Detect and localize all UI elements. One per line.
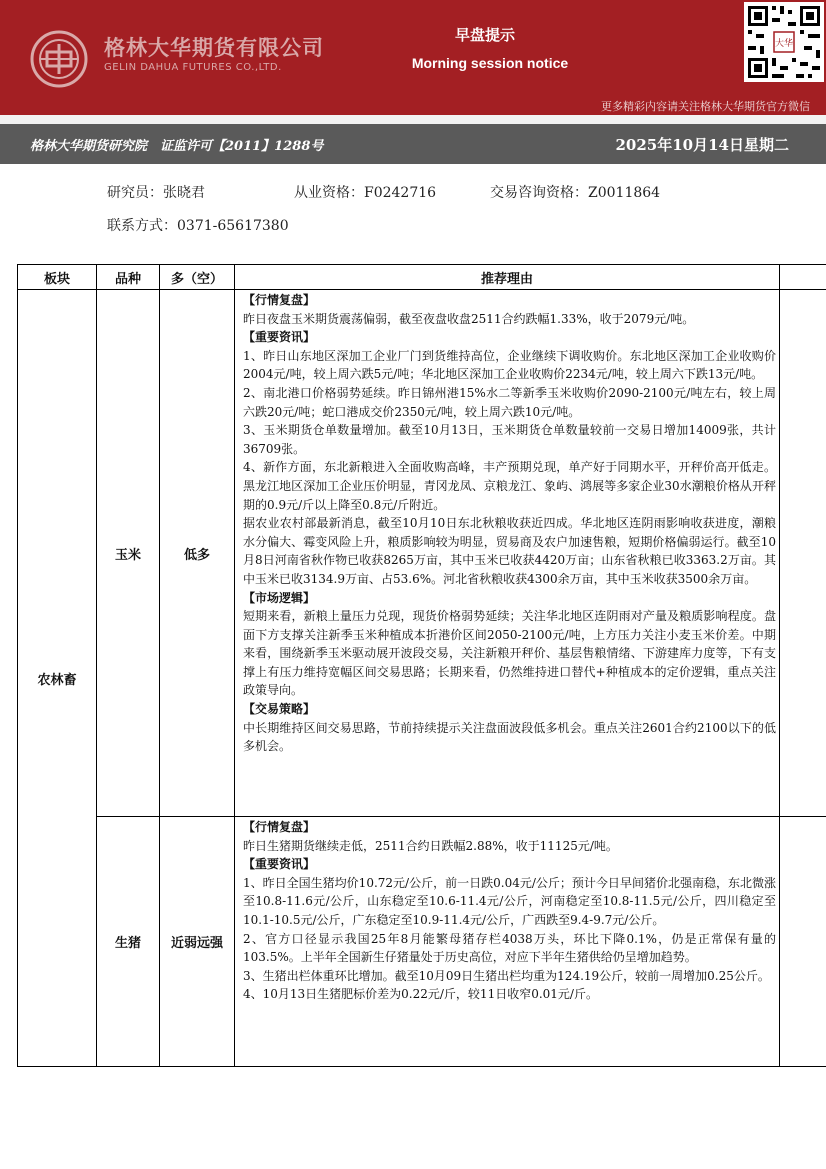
wechat-note: 更多精彩内容请关注格林大华期货官方微信 [601, 100, 810, 113]
reason-paragraph: 短期来看，新粮上量压力兑现，现货价格弱势延续；关注华北地区连阴雨对产量及粮质影响程度。盘面下方支撑关注新季玉米种植成本折港价区间2050-2100元/吨，上方压力关注小麦玉米价差。中期来看，围绕新季玉米驱动展开波段交易，关注新粮开秤价、基层售粮情绪、下游建库力度等，下有支撑上有压力维持宽幅区间交易思路；长期来看，仍然维持进口替代+种植成本的定价逻辑，重点关注政策导向。 [243, 609, 776, 698]
company-name-en: GELIN DAHUA FUTURES CO.,LTD. [104, 62, 282, 73]
researcher-info-row [107, 182, 660, 202]
reason-paragraph: 昨日夜盘玉米期货震荡偏弱，截至夜盘收盘2511合约跌幅1.33%，收于2079元/吨。 [243, 311, 695, 326]
qr-center-text: 大华 [774, 39, 794, 49]
reason-paragraph: 据农业农村部最新消息，截至10月10日东北秋粮收获近四成。华北地区连阴雨影响收获进度，潮粮水分偏大、霉变风险上升，粮质影响较为明显，贸易商及农户加速售粮，短期价格偏弱运行。截至10月8日河南省秋作物已收获8265万亩，其中玉米已收获4420万亩；山东省秋粮已收3363.2万亩。其中玉米已收3134.9万亩、占53.6%。河北省秋粮收获4300余万亩，其中玉米收获3500余万亩。 [243, 516, 776, 586]
section-heading: 【行情复盘】 [243, 293, 316, 307]
sector-cell: 农林畜 [18, 290, 97, 1067]
researcher-label: 研究员： [107, 185, 163, 201]
reason-paragraph: 2、官方口径显示我国25年8月能繁母猪存栏4038万头，环比下降0.1%，仍是正常保有量的103.5%。上半年全国新生仔猪量处于历史高位，对应下半年生猪供给仍呈增加趋势。 [243, 931, 776, 965]
section-heading: 【重要资讯】 [243, 330, 316, 345]
reason-cell [235, 817, 780, 1067]
wechat-qr-code-icon [744, 2, 824, 82]
institute-band [0, 124, 826, 164]
header-empty [780, 265, 826, 290]
table-row [18, 290, 826, 817]
direction-cell: 低多 [160, 290, 235, 817]
report-title: 早盘提示 [454, 26, 515, 44]
section-heading: 【交易策略】 [243, 702, 316, 717]
reason-paragraph: 1、昨日全国生猪均价10.72元/公斤，前一日跌0.04元/公斤；预计今日早间猪价北强南稳，东北微涨至10.8-11.6元/公斤，山东稳定至10.6-11.4元/公斤，河南稳定至10.8-11.5元/公斤，四川稳定至10.1-10.5元/公斤，广东稳定至10.9-11.4元/公斤，广西跌至9.4-9.7元/公斤。 [243, 875, 776, 927]
header-reason: 推荐理由 [235, 265, 780, 290]
recommendation-table [17, 264, 826, 1067]
qualification-label: 从业资格： [294, 185, 364, 201]
empty-cell [780, 817, 826, 1067]
company-logo-icon [30, 30, 88, 88]
institute-license: 格林大华期货研究院 证监许可【2011】1288号 [30, 139, 324, 154]
reason-paragraph: 3、生猪出栏体重环比增加。截至10月09日生猪出栏均重为124.19公斤，较前一周增加0.25公斤。 [243, 968, 770, 983]
direction-cell: 近弱远强 [160, 817, 235, 1067]
header-sector: 板块 [18, 265, 97, 290]
reason-paragraph: 1、昨日山东地区深加工企业厂门到货维持高位，企业继续下调收购价。东北地区深加工企业收购价2004元/吨，较上周六跌5元/吨；华北地区深加工企业收购价2234元/吨，较上周六下跌13元/吨。 [243, 348, 776, 382]
reason-paragraph: 4、10月13日生猪肥标价差为0.22元/斤，较11日收窄0.01元/斤。 [243, 987, 598, 1002]
reason-paragraph: 2、南北港口价格弱势延续。昨日锦州港15%水二等新季玉米收购价2090-2100元/吨左右，较上周六跌20元/吨；蛇口港成交价2350元/吨，较上周六跌10元/吨。 [243, 385, 776, 419]
header-variety: 品种 [97, 265, 160, 290]
section-heading: 【市场逻辑】 [243, 590, 316, 605]
reason-paragraph: 3、玉米期货仓单数量增加。截至10月13日，玉米期货仓单数量较前一交易日增加14009张，共计36709张。 [243, 423, 776, 456]
variety-cell: 生猪 [97, 817, 160, 1067]
report-date: 2025年10月14日星期二 [615, 136, 789, 154]
reason-paragraph: 中长期维持区间交易思路，节前持续提示关注盘面波段低多机会。重点关注2601合约2100以下的低多机会。 [243, 720, 776, 754]
header-banner [0, 0, 826, 115]
section-heading: 【重要资讯】 [243, 857, 316, 872]
reason-cell [235, 290, 780, 817]
table-row [18, 817, 826, 1067]
reason-paragraph: 4、新作方面，东北新粮进入全面收购高峰，丰产预期兑现，单产好于同期水平，开秤价高开低走。黑龙江地区深加工企业压价明显，青冈龙凤、京粮龙江、象屿、鸿展等多家企业30水潮粮价格从开秤期的0.9元/斤以上降至0.8元/斤附近。 [243, 460, 776, 512]
qualification-no: F0242716 [364, 185, 437, 201]
contact-info-row [107, 215, 289, 235]
variety-cell: 玉米 [97, 290, 160, 817]
reason-paragraph: 昨日生猪期货继续走低，2511合约日跌幅2.88%，收于11125元/吨。 [243, 838, 618, 853]
table-header-row [18, 265, 826, 290]
contact-label: 联系方式： [107, 218, 177, 234]
header-direction: 多（空） [160, 265, 235, 290]
report-subtitle: Morning session notice [411, 55, 569, 71]
empty-cell [780, 290, 826, 817]
consult-label: 交易咨询资格： [490, 185, 588, 201]
header-divider [0, 115, 826, 124]
section-heading: 【行情复盘】 [243, 820, 316, 834]
company-name-cn: 格林大华期货有限公司 [104, 36, 324, 60]
contact-value: 0371-65617380 [177, 218, 289, 234]
researcher-name: 张晓君 [163, 185, 205, 201]
consult-no: Z0011864 [588, 185, 661, 201]
